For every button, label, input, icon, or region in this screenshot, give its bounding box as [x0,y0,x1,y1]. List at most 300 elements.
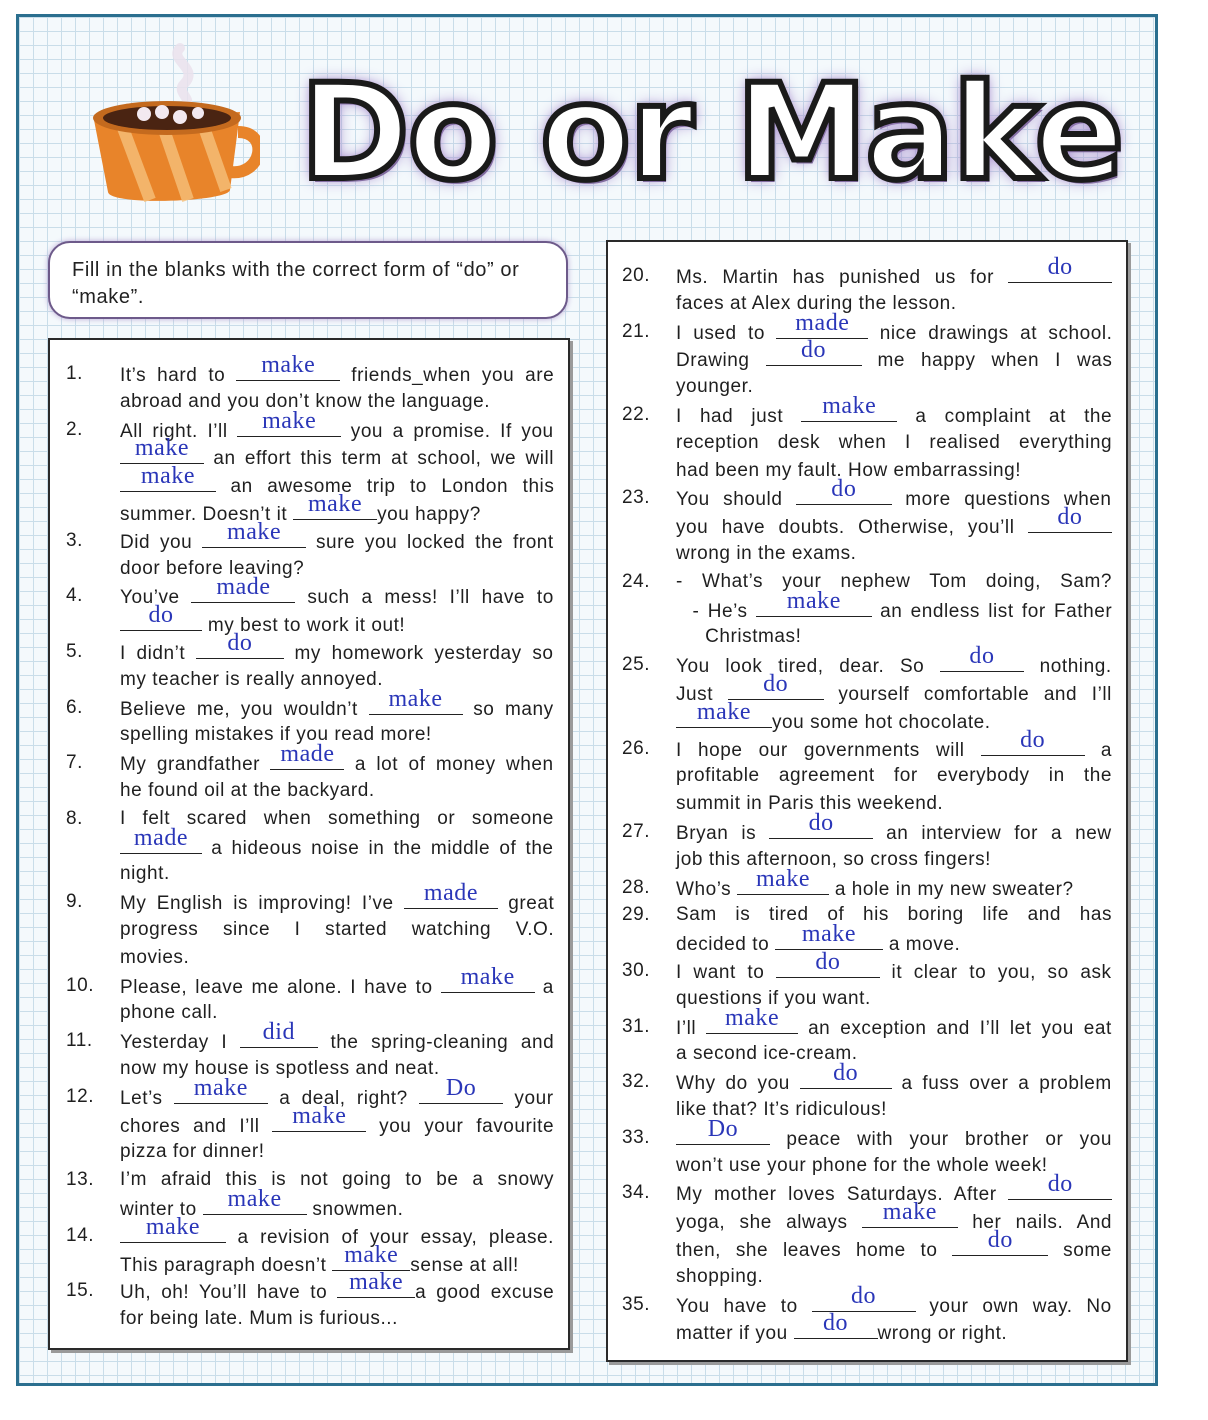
question-text: now my house is spotless and neat. [120,1057,440,1079]
answer-blank[interactable] [120,824,202,854]
question-text: You’ve [120,587,192,609]
question-text: My mother loves Saturdays. After [676,1184,1009,1206]
question-number: 30. [622,960,651,981]
question-number: 2. [66,418,83,440]
question-line [120,1019,555,1057]
question-text: an effort this term at school, we will [204,448,555,470]
question-text: Why do you [676,1073,800,1095]
question-number: 24. [622,570,651,592]
question-line [120,777,375,805]
question-text: sure you locked the front [306,531,554,553]
question-text: pizza for dinner! [120,1141,265,1163]
question-number: 33. [622,1126,651,1148]
question-text: Please, leave me alone. I have to [120,976,441,998]
handwritten-answer: make [755,865,811,892]
answer-blank[interactable] [676,698,772,728]
question-text: movies. [120,946,190,968]
question-text: my teacher is really annoyed. [120,668,384,690]
handwritten-answer: made [280,741,335,768]
question-text: winter to [120,1198,203,1220]
question-text: me happy when I was [861,350,1113,372]
question-line [676,254,1112,292]
question-text: had been my fault. How embarrassing! [676,459,1022,481]
question-item [66,407,555,527]
question-line [676,1282,1112,1321]
handwritten-answer: make [193,1074,248,1101]
question-text: so many [462,698,554,720]
answer-blank[interactable] [775,921,883,950]
right-question-column [606,240,1128,1362]
question-text: This paragraph doesn’t [120,1254,333,1276]
question-text: for being late. Mum is furious... [120,1308,398,1330]
question-text: phone call. [120,1002,218,1024]
question-item [66,963,554,1028]
answer-blank[interactable] [270,741,344,770]
question-text: a fuss over a problem [891,1073,1112,1095]
question-text: reception desk when I realised everything [676,431,1113,453]
question-text: your [503,1087,554,1109]
left-question-column [48,338,570,1350]
answer-blank[interactable] [293,490,377,520]
question-item [66,1019,555,1083]
question-text: I used to [676,322,777,344]
question-number: 32. [622,1071,651,1093]
question-text: nice drawings at school. [868,322,1113,344]
answer-blank[interactable] [676,1115,770,1145]
answer-blank[interactable] [796,476,892,505]
question-text: I hope our governments will [676,739,981,761]
answer-blank[interactable] [419,1074,503,1104]
question-item [66,1074,555,1166]
question-text: - He’s [676,600,756,622]
question-text: questions if you want. [676,987,871,1009]
answer-blank[interactable] [706,1004,798,1034]
question-text: wrong in the exams. [676,542,857,564]
question-text: an endless list for Father [871,600,1113,622]
question-number: 23. [622,487,651,509]
answer-blank[interactable] [728,670,824,700]
question-text: it clear to you, so ask [879,962,1112,983]
question-line [676,698,991,737]
question-text: yoga, she always [676,1212,862,1234]
answer-blank[interactable] [196,630,284,659]
question-text: spelling mistakes if you read more! [120,724,432,746]
answer-blank[interactable] [191,574,295,603]
handwritten-answer: make [261,352,316,378]
question-line [120,880,555,918]
question-line [676,1060,1112,1098]
question-line [120,518,554,557]
handwritten-answer: made [216,574,271,601]
question-text: then, she leaves home to [676,1239,953,1261]
question-number: 15. [66,1280,95,1302]
question-line [676,1152,1048,1180]
answer-blank[interactable] [174,1074,268,1104]
answer-blank[interactable] [769,810,873,839]
question-text: younger. [676,376,754,398]
question-line [120,1102,555,1141]
question-line [120,860,170,888]
handwritten-answer: made [795,309,850,336]
handwritten-answer: make [227,1185,282,1212]
question-item [622,393,1113,484]
question-text: a lot of money when [344,754,554,776]
question-text: your own way. No [915,1295,1112,1317]
question-item [66,880,555,971]
question-number: 27. [622,821,651,842]
question-line [676,726,1112,765]
question-text: abroad and you don’t know the language. [120,390,491,412]
question-number: 10. [66,974,95,996]
question-line [120,1241,519,1280]
question-text: sense at all! [410,1254,519,1276]
question-item [66,518,554,583]
handwritten-answer: do [1057,504,1083,531]
question-text: Sam is tired of his boring life and has [676,904,1113,926]
question-number: 20. [622,265,651,286]
question-item [622,643,1112,734]
question-text: night. [120,863,170,885]
question-text: a move. [883,934,961,956]
handwritten-answer: do [1020,726,1046,753]
question-line [676,846,991,874]
question-number: 6. [66,696,83,718]
question-text: - What’s your nephew Tom doing, Sam? [676,570,1112,592]
question-text: Yesterday I [120,1032,240,1054]
question-text: some [1048,1239,1112,1261]
instructions-box [48,241,568,319]
question-line [120,352,555,390]
answer-blank[interactable] [120,1213,226,1243]
handwritten-answer: make [388,685,443,712]
question-text: faces at Alex during the lesson. [676,292,957,314]
handwritten-answer: made [133,824,189,851]
question-number: 11. [66,1030,93,1052]
question-text: Drawing [676,350,766,372]
question-number: 21. [622,320,651,342]
answer-blank[interactable] [202,518,306,548]
question-number: 1. [66,363,83,384]
question-number: 7. [66,752,83,774]
handwritten-answer: make [725,1004,780,1031]
handwritten-answer: make [344,1241,399,1268]
answer-blank[interactable] [203,1185,307,1215]
question-line [676,1115,1112,1154]
question-text: Uh, oh! You’ll have to [120,1282,338,1304]
question-text: more questions when [891,489,1112,511]
question-text: my homework yesterday so [283,643,554,664]
question-text: I felt scared when something or someone [120,807,554,829]
question-text: a [1084,739,1112,761]
answer-blank[interactable] [236,352,340,381]
question-item [66,630,554,694]
handwritten-answer: do [833,1060,859,1087]
answer-blank[interactable] [940,643,1024,672]
question-text: Christmas! [676,626,802,648]
handwritten-answer: do [148,602,174,629]
handwritten-answer: do [815,949,841,975]
question-text: like that? It’s ridiculous! [676,1098,887,1120]
question-text: Just [676,683,728,705]
question-item [66,741,554,805]
question-number: 8. [66,807,83,829]
question-number: 9. [66,891,83,913]
answer-blank[interactable] [737,865,829,895]
handwritten-answer: make [145,1213,201,1240]
question-item [622,901,1112,957]
handwritten-answer: make [262,407,317,434]
question-text: a complaint at the [897,406,1113,427]
handwritten-answer: make [460,963,515,990]
question-text: job this afternoon, so cross fingers! [676,848,991,870]
answer-blank[interactable] [120,602,202,631]
question-line [120,1305,398,1333]
question-text: such a mess! I’ll have to [295,587,554,609]
question-text: summit in Paris this weekend. [676,793,944,815]
answer-blank[interactable] [404,880,498,909]
question-text: snowmen. [306,1198,404,1220]
question-number: 12. [66,1085,95,1107]
answer-blank[interactable] [272,1102,366,1132]
question-line [120,685,554,724]
question-item [622,865,1112,902]
question-text: I didn’t [120,643,196,664]
handwritten-answer: Do [445,1074,477,1101]
question-text: I’m afraid this is not going to be a snowy [120,1169,555,1191]
question-text: a deal, right? [267,1087,420,1109]
question-line [120,963,554,1002]
question-text: shopping. [676,1265,764,1287]
handwritten-answer: do [763,670,789,697]
question-item [622,1171,1113,1290]
answer-blank[interactable] [981,726,1085,756]
question-line [676,504,1112,542]
question-text: the spring-cleaning and [317,1032,555,1054]
question-text: you your favourite [366,1115,555,1137]
question-text: an interview for a new [873,823,1112,844]
question-text: a hole in my new sweater? [829,878,1074,900]
question-text: You look tired, dear. So [676,656,940,678]
question-text: matter if you [676,1323,794,1345]
question-line [676,1263,763,1291]
question-text: a [534,976,554,998]
handwritten-answer: do [831,476,857,503]
question-item [622,726,1112,818]
answer-blank[interactable] [812,1282,916,1312]
question-line [120,944,189,972]
question-number: 28. [622,876,651,898]
question-line [676,309,1113,348]
question-item [622,810,1112,874]
question-text: Let’s [120,1087,174,1109]
question-line [120,1269,555,1307]
question-number: 35. [622,1293,651,1315]
answer-blank[interactable] [120,435,204,464]
handwritten-answer: make [696,698,752,725]
question-line [120,1055,440,1083]
question-number: 13. [66,1169,95,1191]
question-text: you some hot chocolate. [772,711,991,733]
handwritten-answer: do [227,630,253,656]
handwritten-answer: make [134,435,190,462]
question-item [622,1115,1112,1180]
question-text: My grandfather [120,754,271,776]
question-text: I’ll [676,1017,707,1039]
question-text: a good excuse [415,1282,555,1304]
question-text: door before leaving? [120,557,305,579]
question-text: won’t use your phone for the whole week! [676,1154,1048,1176]
question-line [676,373,753,401]
handwritten-answer: do [800,337,827,364]
question-line [120,1166,554,1194]
answer-blank[interactable] [1028,504,1112,533]
handwritten-answer: Do [707,1115,739,1142]
question-line [676,587,1113,626]
question-text: nothing. [1023,656,1112,678]
handwritten-answer: make [801,921,857,948]
answer-blank[interactable] [369,685,463,715]
question-text: he found oil at the backyard. [120,779,375,801]
question-text: a second ice-cream. [676,1043,858,1065]
handwritten-answer: did [262,1019,295,1046]
answer-blank[interactable] [237,407,341,437]
answer-blank[interactable] [952,1226,1048,1256]
question-item [622,1004,1112,1069]
handwritten-answer: do [1047,1171,1073,1198]
question-text: I want to [676,962,776,983]
answer-blank[interactable] [776,949,880,978]
question-text: summer. Doesn’t it [120,503,294,525]
question-item [66,1166,554,1222]
question-line [120,824,554,863]
question-text: You should [676,489,796,511]
question-item [622,949,1112,1013]
answer-blank[interactable] [337,1269,415,1298]
question-item [622,1060,1112,1124]
question-text: a hideous noise in the middle of the [202,837,554,859]
question-text: profitable agreement for everybody in the [676,765,1112,787]
question-item [622,254,1112,318]
question-text: Believe me, you wouldn’t [120,698,369,720]
question-item [66,574,554,638]
question-text: peace with your brother or you [770,1128,1112,1150]
answer-blank[interactable] [1008,1171,1112,1200]
handwritten-answer: do [822,1310,849,1337]
handwritten-answer: make [822,393,877,419]
question-line [120,666,383,694]
question-number: 29. [622,904,651,926]
question-line [120,1138,265,1166]
question-line [676,429,1112,457]
question-line [676,540,856,568]
handwritten-answer: make [140,463,196,490]
handwritten-answer: do [987,1226,1013,1253]
answer-blank[interactable] [862,1199,958,1228]
question-line [120,999,218,1027]
handwritten-answer: make [349,1269,404,1296]
question-text: wrong or right. [877,1323,1008,1345]
answer-blank[interactable] [1008,254,1112,283]
question-number: 22. [622,404,651,425]
question-item [622,1282,1112,1347]
answer-blank[interactable] [800,1060,892,1089]
question-text: great [497,893,555,915]
question-line [676,949,1112,987]
question-item [622,476,1112,567]
question-line [676,762,1112,790]
question-text: an exception and I’ll let you eat [798,1017,1112,1039]
question-line [120,916,554,944]
handwritten-answer: do [969,643,995,670]
page-title: Do or Make [300,56,1123,210]
question-text: yourself comfortable and I’ll [823,683,1112,705]
question-line [676,337,1113,375]
question-line [676,901,1112,929]
question-text: It’s hard to [120,365,237,386]
question-text: Who’s [676,878,738,900]
question-line [676,393,1113,431]
answer-blank[interactable] [776,309,868,339]
question-text: I had just [676,406,802,427]
question-number: 31. [622,1015,651,1037]
question-text: My English is improving! I’ve [120,893,404,915]
hot-chocolate-mug-icon [80,40,260,210]
question-line [676,1226,1112,1265]
answer-blank[interactable] [756,587,872,617]
handwritten-answer: do [850,1282,877,1309]
answer-blank[interactable] [801,393,897,422]
question-text: Ms. Martin has punished us for [676,267,1009,288]
question-text: you have doubts. Otherwise, you’ll [676,517,1028,539]
question-text: friends_when you are [340,365,555,386]
question-item [622,568,1112,651]
answer-blank[interactable] [120,463,216,492]
handwritten-answer: made [423,880,479,907]
question-line [120,630,554,668]
question-item [66,1213,554,1278]
question-number: 34. [622,1182,651,1204]
instructions-text: Fill in the blanks with the correct form of “do” or “make”. [72,259,520,308]
question-text: my best to work it out! [202,615,406,637]
question-item [66,805,554,888]
question-text: progress since I started watching V.O. [120,918,555,940]
handwritten-answer: make [786,587,841,614]
question-item [622,309,1113,401]
question-text: chores and I’ll [120,1115,273,1137]
question-text: You have to [676,1295,812,1317]
question-line [120,741,554,779]
question-text: decided to [676,934,776,956]
handwritten-answer: make [292,1102,347,1129]
question-text: you a promise. If you [341,420,554,442]
question-number: 14. [66,1224,95,1246]
question-line [676,810,1112,848]
answer-blank[interactable] [332,1241,410,1271]
handwritten-answer: do [1047,254,1073,280]
question-number: 26. [622,737,651,759]
answer-blank[interactable] [441,963,535,993]
question-number: 5. [66,641,83,662]
answer-blank[interactable] [794,1310,878,1339]
question-text: her nails. And [957,1212,1113,1234]
question-text: a revision of your essay, please. [226,1226,554,1248]
question-number: 3. [66,529,83,551]
question-line [676,865,1074,904]
answer-blank[interactable] [240,1019,318,1048]
answer-blank[interactable] [766,337,862,366]
handwritten-answer: make [882,1199,937,1226]
question-line [676,1004,1112,1043]
